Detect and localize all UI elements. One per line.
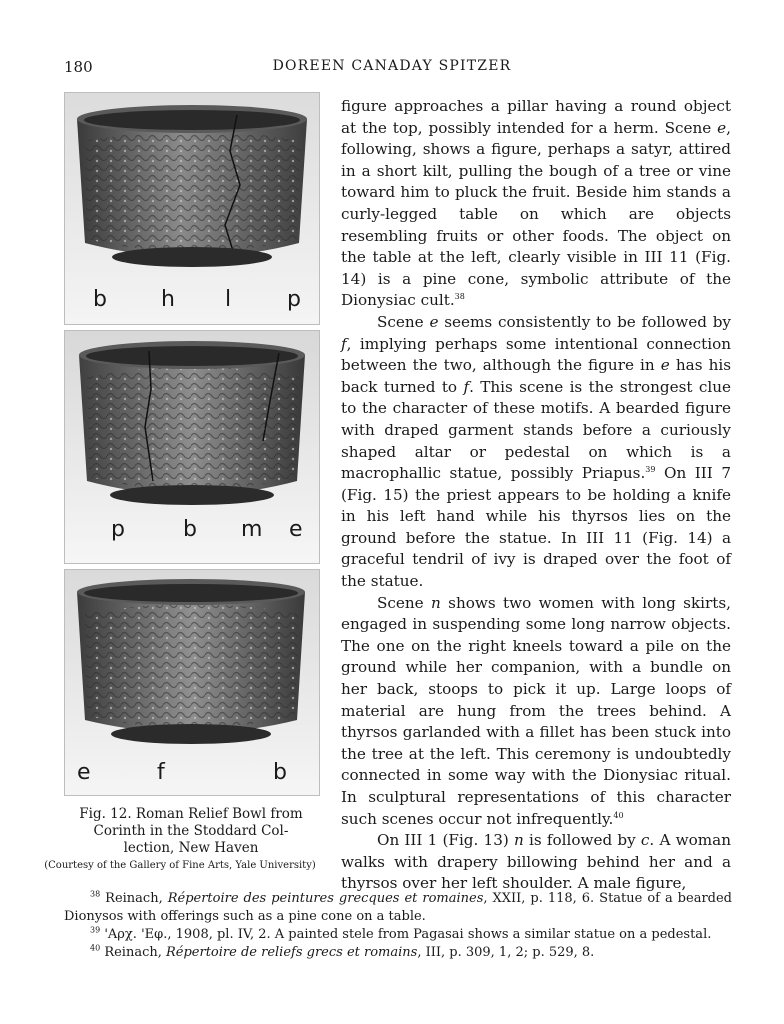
running-head xyxy=(0,58,784,82)
figure-credit: (Courtesy of the Gallery of Fine Arts, Yale University) xyxy=(44,860,316,871)
running-title: DOREEN CANADAY SPITZER xyxy=(272,58,512,74)
photo-2-label-1: p xyxy=(111,517,125,542)
text-run: shows two women with long skirts, engaged in suspending some long narrow objects. The one on the right kneels toward a pile on the ground while her companion, with a bundle on her back, stoops to pick it up. Large loops of material are hung from the trees behind. A thyrsos garlanded with a fillet has been stuck into the tree at the left. This ceremony is undoubtedly connected in some way with the Dionysiac ritual. In sculptural representations of this character such scenes occur not infrequently. xyxy=(341,593,731,828)
text-run: has his back turned to xyxy=(341,356,732,396)
photo-3-label-3: b xyxy=(273,760,287,785)
footnotes xyxy=(64,890,732,962)
italic-run: f xyxy=(463,377,470,396)
text-run: . A woman walks with drapery billowing behind her and a thyrsos over her left shoulder. A male figure, xyxy=(341,831,731,893)
italic-run: n xyxy=(431,593,441,612)
footnote-40 xyxy=(64,944,732,962)
footnote-number: 38 xyxy=(90,889,101,899)
bowl-photo-1 xyxy=(64,92,320,325)
paragraph-2 xyxy=(341,312,731,593)
text-run: is followed by xyxy=(523,831,641,850)
body-text xyxy=(341,96,731,895)
figure-caption xyxy=(64,806,318,857)
photo-1-label-4: p xyxy=(287,287,301,312)
photo-2-label-4: e xyxy=(289,517,303,542)
caption-line-2: Corinth in the Stoddard Col- xyxy=(93,823,289,839)
footnote-number: 39 xyxy=(90,925,101,935)
caption-line-1: Fig. 12. Roman Relief Bowl from xyxy=(79,806,303,822)
text-run: , III, p. 309, 1, 2; p. 529, 8. xyxy=(417,945,595,960)
text-run: . This scene is the strongest clue to the character of these motifs. A bearded figure with draped garment stands before a curiously shaped altar or pedestal on which is a macrophallic statue, possibly Priapus. xyxy=(341,377,731,483)
text-run: , implying perhaps some intentional connection between the two, although the figure in xyxy=(341,334,731,375)
footnote-ref: 38 xyxy=(454,292,465,302)
italic-run: e xyxy=(660,356,670,375)
photo-3-label-2: f xyxy=(157,760,165,785)
text-run: , following, shows a figure, perhaps a satyr, attired in a short kilt, pulling the bough of a tree or vine toward him to pluck the fruit. Beside him stands a curly-legged table on which are objects resembling fruits or other foods. The object on the table at the left, clearly visible in III 11 (Fig. 14) is a pine cone, symbolic attribute of the Dionysiac cult. xyxy=(341,118,731,310)
figure-12 xyxy=(64,92,318,794)
photo-2-label-3: m xyxy=(241,517,263,542)
italic-run: c xyxy=(640,831,650,850)
italic-run: Répertoire de reliefs grecs et romains xyxy=(166,945,418,960)
paragraph-4 xyxy=(341,830,731,895)
italic-run: e xyxy=(429,312,439,331)
text-run: , XXII, p. 118, 6. Statue of a bearded Dionysos with offerings such as a pine cone on a table. xyxy=(64,891,732,924)
photo-2-label-2: b xyxy=(183,517,197,542)
bowl-photo-3 xyxy=(64,569,320,796)
footnote-ref: 40 xyxy=(613,810,624,820)
text-run: Reinach, xyxy=(100,891,168,906)
photo-1-label-3: l xyxy=(225,287,232,312)
caption-line-3: lection, New Haven xyxy=(123,840,259,856)
photo-1-label-1: b xyxy=(93,287,107,312)
page-number: 180 xyxy=(64,58,93,76)
italic-run: f xyxy=(341,334,347,353)
italic-run: e xyxy=(717,118,727,137)
photo-1-label-2: h xyxy=(161,287,175,312)
text-run: 'Αρχ. 'Εφ., 1908, pl. IV, 2. A painted stele from Pagasai shows a similar statue on a pedestal. xyxy=(100,927,712,942)
footnote-number: 40 xyxy=(90,943,101,953)
bowl-photo-2 xyxy=(64,330,320,564)
italic-run: Répertoire des peintures grecques et romaines xyxy=(167,891,484,906)
text-run: Scene xyxy=(377,312,430,331)
text-run: On III 1 (Fig. 13) xyxy=(377,831,515,850)
footnote-ref: 39 xyxy=(645,465,656,475)
text-run: Reinach, xyxy=(100,945,166,960)
text-run: Scene xyxy=(377,593,432,612)
paragraph-1 xyxy=(341,96,731,312)
footnote-39 xyxy=(64,926,732,944)
paragraph-3 xyxy=(341,593,731,831)
footnote-38 xyxy=(64,890,732,926)
photo-3-label-1: e xyxy=(77,760,91,785)
text-run: seems consistently to be followed by xyxy=(438,312,731,331)
italic-run: n xyxy=(514,831,524,850)
text-run: figure approaches a pillar having a round object at the top, possibly intended for a herm. Scene xyxy=(341,97,731,137)
text-run: On III 7 (Fig. 15) the priest appears to be holding a knife in his left hand while his thyrsos lies on the ground before the statue. In III 11 (Fig. 14) a graceful tendril of ivy is draped over the foot of the statue. xyxy=(341,464,731,591)
